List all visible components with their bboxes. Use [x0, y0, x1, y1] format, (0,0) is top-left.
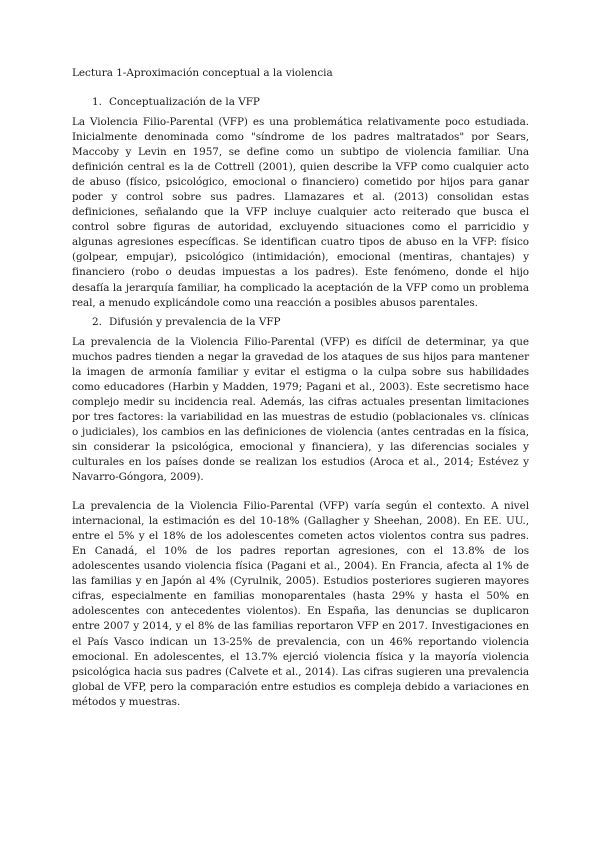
paragraph: La Violencia Filio-Parental (VFP) es una problemática relativamente poco estudiada. Inicialmente denominada como "síndrome de los padres maltratados" por Sears, Maccoby y Levin en 1957, se define como un subtipo de violencia familiar. Una definición central es la de Cottrell (2001), quien describe la VFP como cualquier acto de abuso (físico, psicológico, emocional o financiero) cometido por hijos para ganar poder y control sobre sus padres. Llamazares et al. (2013) consolidan estas definiciones, señalando que la VFP incluye cualquier acto reiterado que busca el control sobre figuras de autoridad, excluyendo situaciones como el parricidio y algunas agresiones específicas. Se identifican cuatro tipos de abuso en la VFP: físico (golpear, empujar), psicológico (intimidación), emocional (mentiras, chantajes) y financiero (robo o deudas impuestas a los padres). Este fenómeno, donde el hijo desafía la jerarquía familiar, ha complicado la aceptación de la VFP como un problema real, a menudo explicándole como una reacción a posibles abusos parentales. — [72, 116, 529, 309]
section-number: 1. — [92, 96, 102, 108]
section-number: 2. — [92, 315, 102, 328]
section-heading-2 — [72, 315, 529, 330]
paragraph: La prevalencia de la Violencia Filio-Parental (VFP) es difícil de determinar, ya que muchos padres tienden a negar la gravedad de los ataques de sus hijos para mantener la imagen de armonía familiar y evitar el estigma o la culpa sobre sus habilidades como educadores (Harbin y Madden, 1979; Pagani et al., 2003). Este secretismo hace complejo medir su incidencia real. Además, las cifras actuales presentan limitaciones por tres factores: la variabilidad en las muestras de estudio (poblacionales vs. clínicas o judiciales), los cambios en las definiciones de violencia (antes centradas en la física, sin considerar la psicológica, emocional y financiera), y las diferencias sociales y culturales en los países donde se realizan los estudios (Aroca et al., 2014; Estévez y Navarro-Góngora, 2009). — [72, 335, 529, 484]
document-page — [72, 66, 529, 710]
section-heading-1 — [72, 95, 529, 110]
paragraph: La prevalencia de la Violencia Filio-Parental (VFP) varía según el contexto. A nivel internacional, la estimación es del 10-18% (Gallagher y Sheehan, 2008). En EE. UU., entre el 5% y el 18% de los adolescentes cometen actos violentos contra sus padres. En Canadá, el 10% de los padres reportan agresiones, con el 13.8% de los adolescentes usando violencia física (Pagani et al., 2004). En Francia, afecta al 1% de las familias y en Japón al 4% (Cyrulnik, 2005). Estudios posteriores sugieren mayores cifras, especialmente en familias monoparentales (hasta 29% y hasta el 50% en adolescentes con antecedentes violentos). En España, las denuncias se duplicaron entre 2007 y 2014, y el 8% de las familias reportaron VFP en 2017. Investigaciones en el País Vasco indican un 13-25% de prevalencia, con un 46% reportando violencia emocional. En adolescentes, el 13.7% ejerció violencia física y la mayoría violencia psicológica hacia sus padres (Calvete et al., 2014). Las cifras sugieren una prevalencia global de VFP, pero la comparación entre estudios es compleja debido a variaciones en métodos y muestras. — [72, 500, 529, 708]
section-title: Conceptualización de la VFP — [109, 96, 260, 108]
document-title: Lectura 1-Aproximación conceptual a la violencia — [72, 67, 333, 79]
section-title: Difusión y prevalencia de la VFP — [109, 315, 281, 328]
